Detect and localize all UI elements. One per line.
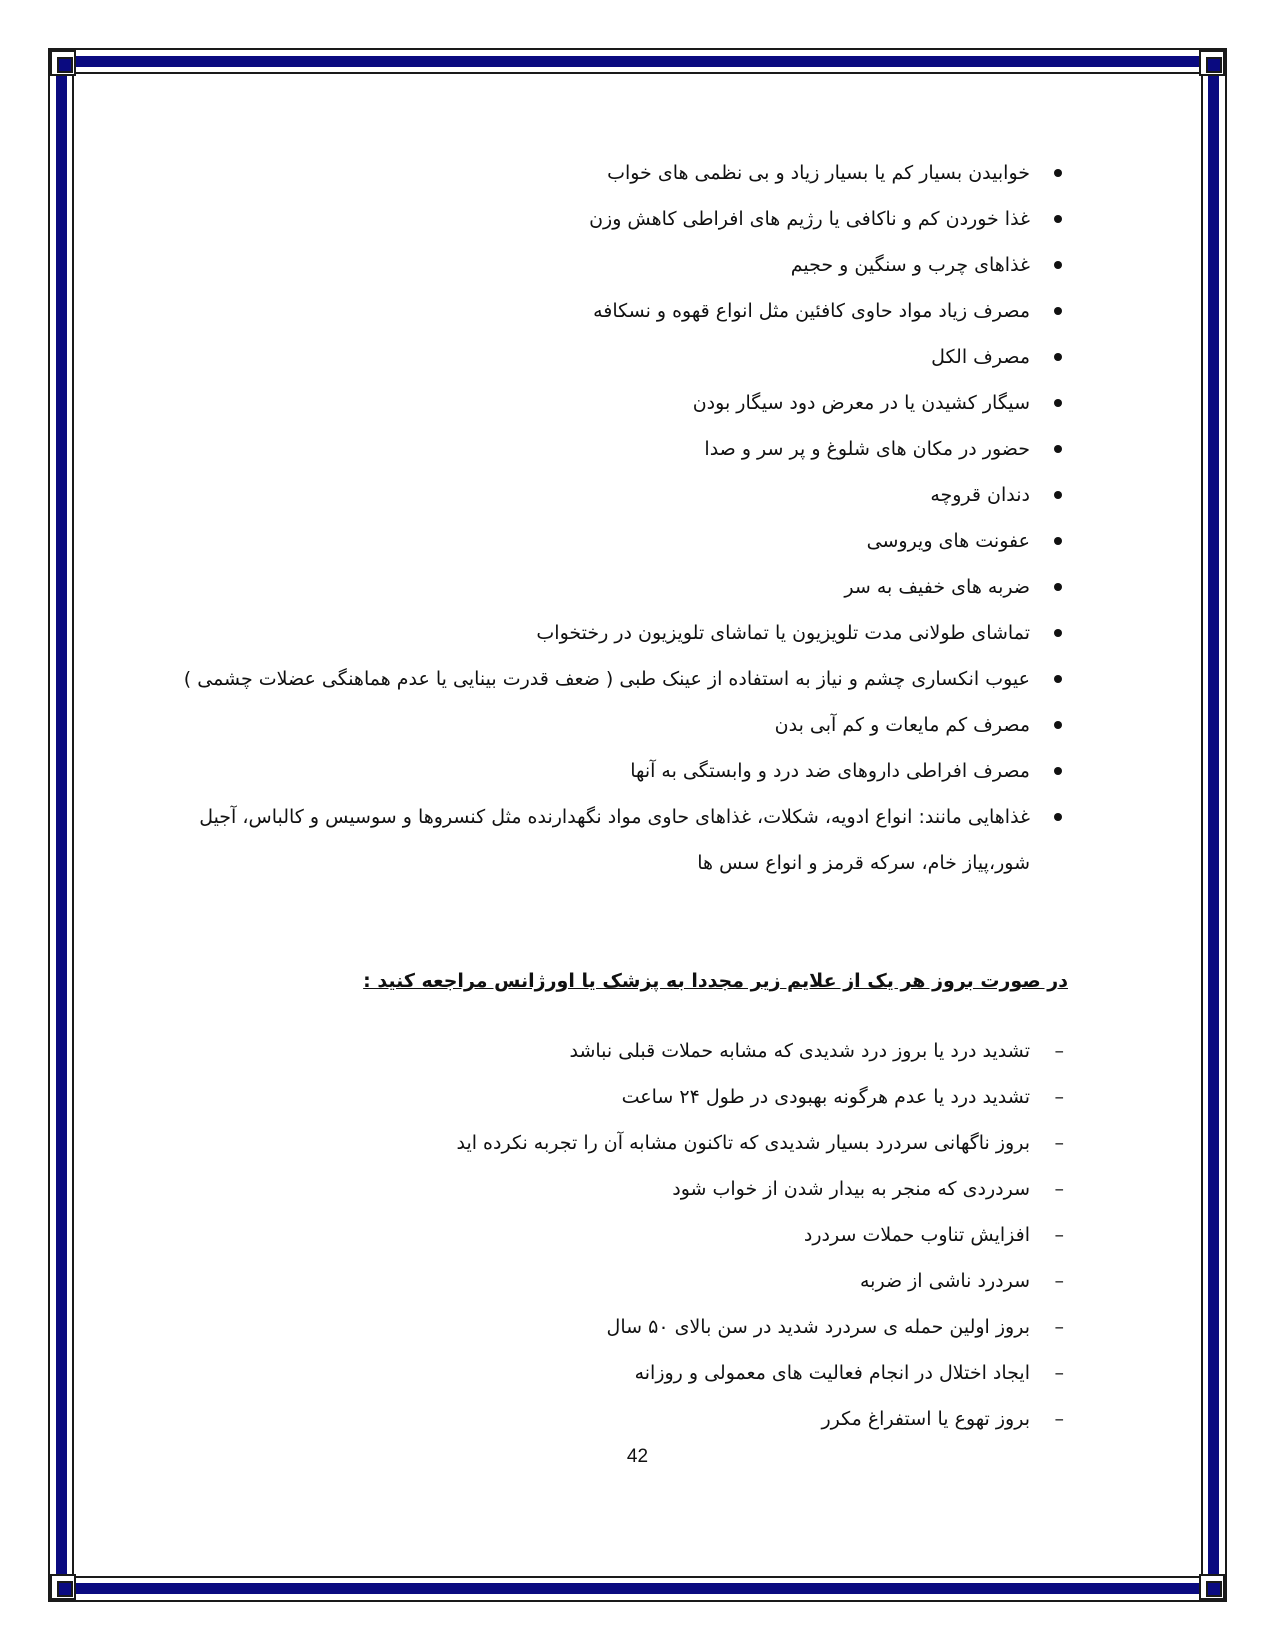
border-corner-ornament	[50, 50, 76, 76]
list-item: حضور در مکان های شلوغ و پر سر و صدا	[140, 426, 1070, 472]
list-item: – بروز ناگهانی سردرد بسیار شدیدی که تاکنون مشابه آن را تجربه نکرده اید	[140, 1120, 1070, 1166]
list-item: – بروز اولین حمله ی سردرد شدید در سن بالای ۵۰ سال	[140, 1304, 1070, 1350]
list-item: – سردردی که منجر به بیدار شدن از خواب شود	[140, 1166, 1070, 1212]
page-content	[140, 150, 1070, 1442]
border-corner-ornament	[50, 1574, 76, 1600]
list-item: دندان قروچه	[140, 472, 1070, 518]
list-item: غذاهایی مانند: انواع ادویه، شکلات، غذاهای حاوی مواد نگهدارنده مثل کنسروها و سوسیس و کالباس، آجیل شور،پیاز خام، سرکه قرمز و انواع سس ها	[140, 794, 1070, 886]
list-item: تماشای طولانی مدت تلویزیون یا تماشای تلویزیون در رختخواب	[140, 610, 1070, 656]
list-item: – بروز تهوع یا استفراغ مکرر	[140, 1396, 1070, 1442]
list-item: – سردرد ناشی از ضربه	[140, 1258, 1070, 1304]
list-item: – افزایش تناوب حملات سردرد	[140, 1212, 1070, 1258]
list-item: سیگار کشیدن یا در معرض دود سیگار بودن	[140, 380, 1070, 426]
page-number: 42	[626, 1446, 649, 1467]
list-item: مصرف زیاد مواد حاوی کافئین مثل انواع قهوه و نسکافه	[140, 288, 1070, 334]
border-corner-ornament	[1199, 1574, 1225, 1600]
list-item: مصرف کم مایعات و کم آبی بدن	[140, 702, 1070, 748]
list-item: مصرف الکل	[140, 334, 1070, 380]
list-item: – ایجاد اختلال در انجام فعالیت های معمولی و روزانه	[140, 1350, 1070, 1396]
list-item: ضربه های خفیف به سر	[140, 564, 1070, 610]
list-item: – تشدید درد یا عدم هرگونه بهبودی در طول ۲۴ ساعت	[140, 1074, 1070, 1120]
list-item: خوابیدن بسیار کم یا بسیار زیاد و بی نظمی های خواب	[140, 150, 1070, 196]
list-item: – تشدید درد یا بروز درد شدیدی که مشابه حملات قبلی نباشد	[140, 1028, 1070, 1074]
list-item: مصرف افراطی داروهای ضد درد و وابستگی به آنها	[140, 748, 1070, 794]
border-corner-ornament	[1199, 50, 1225, 76]
list-item: غذاهای چرب و سنگین و حجیم	[140, 242, 1070, 288]
headache-triggers-list	[140, 150, 1070, 886]
warning-signs-list	[140, 1028, 1070, 1442]
list-item: عفونت های ویروسی	[140, 518, 1070, 564]
list-item: عیوب انکساری چشم و نیاز به استفاده از عینک طبی ( ضعف قدرت بینایی یا عدم هماهنگی عضلات چشمی )	[140, 656, 1070, 702]
warning-heading: در صورت بروز هر یک از علایم زیر مجددا به پزشک یا اورژانس مراجعه کنید :	[363, 970, 1068, 992]
list-item: غذا خوردن کم و ناکافی یا رژیم های افراطی کاهش وزن	[140, 196, 1070, 242]
